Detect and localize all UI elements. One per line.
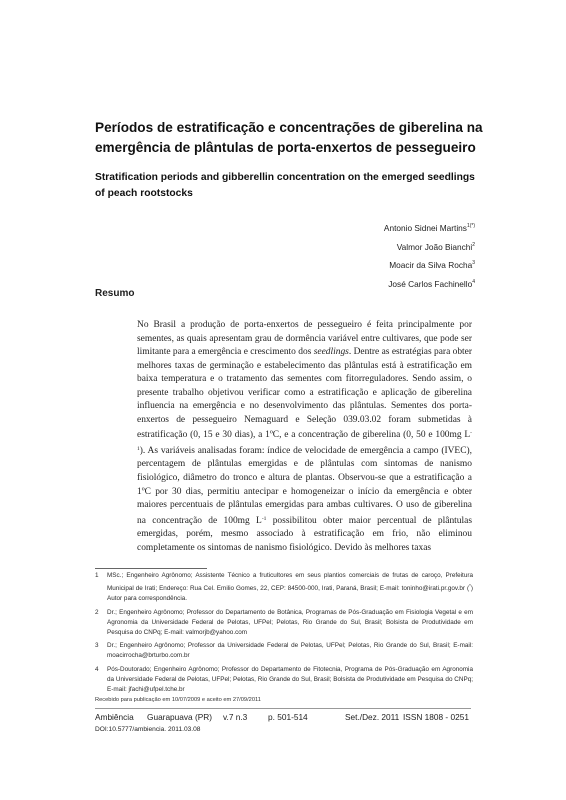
footer-divider: [95, 708, 471, 709]
italic-term: seedlings: [313, 347, 349, 358]
author-2: Valmor João Bianchi$^2$: [396, 241, 475, 252]
footnote-2: 2 Dr.; Engenheiro Agrônomo; Professor do Departamento de Botânica, Programas de Pós-Graduação em Fisiologia Vegetal e em Agronomia da Universidade Federal de Pelotas, UFPel; Pelotas, Rio Grande do Sul, Brasil; Bolsista de Produtividade em Pesquisa do CNPq; E-mail: valmorjb@yahoo.com: [95, 608, 473, 636]
article-subtitle-english: Stratification periods and gibberellin concentration on the emerged seedlings of peach rootstocks: [95, 172, 475, 199]
journal-volume: v.7 n.3: [223, 712, 248, 722]
author-2-affiliation: 2: [472, 241, 475, 248]
footnote-4: 4 Pós-Doutorado; Engenheiro Agrônomo; Professor do Departamento de Fitotecnia, Programa de Pós-Graduação em Agronomia da Universidade Federal de Pelotas, UFPel; Pelotas, Rio Grande do Sul, Brasil; Bolsista de Produtividade em Pesquisa do CNPq; E-mail: jfachi@ufpel.tche.br: [95, 666, 473, 694]
article-title: Períodos de estratificação e concentrações de giberelina na emergência de plântulas de porta-enxertos de pessegueiro: [95, 120, 483, 155]
author-3-affiliation: 3: [472, 260, 475, 266]
journal-pages: p. 501-514: [268, 712, 308, 722]
author-3: Moacir da Silva Rocha$^3$: [389, 260, 475, 270]
section-heading-resumo: Resumo: [95, 288, 135, 299]
author-4-affiliation: 4: [472, 278, 475, 285]
journal-date: Set./Dez. 2011: [345, 712, 400, 722]
author-list: [155, 218, 475, 292]
author-4: José Carlos Fachinello$^4$: [388, 278, 475, 289]
journal-name: Ambiência: [95, 712, 134, 722]
received-date-note: Recebido para publicação em 10/07/2009 e aceito em 27/09/2011: [95, 697, 261, 703]
footnote-1: 1 MSc.; Engenheiro Agrônomo; Assistente Técnico a fruticultores em seus plantios comerciais de frutas de caroço, Prefeitura Municipal de Irati; Endereço: Rua Cel. Emilio Gomes, 22, CEP: 84500-000, Irati, Paraná, Brasil; E-mail: toninho@irati.pr.gov.br (*) Autor para correspondência.: [95, 572, 473, 602]
footnote-3: 3 Dr.; Engenheiro Agrônomo; Professor da Universidade Federal de Pelotas, UFPel; Pelotas, Rio Grande do Sul, Brasil; E-mail: moacirrocha@brturbo.com.br: [95, 642, 473, 660]
doi-line: DOI:10.5777/ambiencia. 2011.03.08: [95, 726, 201, 733]
journal-issn: ISSN 1808 - 0251: [403, 712, 469, 722]
abstract-body: No Brasil a produção de porta-enxertos de pessegueiro é feita principalmente por sementes, as quais apresentam grau de dormência variável entre cultivares, que pode ser limitante para a emergência e crescimento dos seedlings. Dentre as estratégias para obter melhores taxas de germinação e estabelecimento das plântulas está à estratificação em baixa temperatura e o tratamento das sementes com fitorreguladores. Sendo assim, o presente trabalho objetivou verificar como a estratificação e aplicação de giberelina influencia na emergência e no desenvolvimento das plântulas. Sementes dos porta-enxertos de pessegueiro Nemaguard e Seleção 039.03.02 foram submetidas à estratificação (0, 15 e 30 dias), a 1ºC, e a concentração de giberelina (0, 50 e 100mg $L^{-1}$). As variáveis analisadas foram: índice de velocidade de emergência a campo (IVEC), percentagem de plântulas emergidas e de plântulas com sintomas de nanismo fisiológico, diâmetro do tronco e altura de plantas. Observou-se que a estratificação a 1ºC por 30 dias, permitiu antecipar e homogeneizar o início da emergência e obter maiores percentuais de plântulas emergidas para ambas cultivares. O uso de giberelina na concentração de 100mg $L^{-1}$ possibilitou obter maior percentual de plântulas emergidas, porém, mesmo associado à estratificação em frio, não eliminou completamente os sintomas de nanismo fisiológico. Devido às melhores taxas: [137, 320, 473, 553]
author-1-affiliation: 1(*): [466, 223, 475, 229]
journal-city: Guarapuava (PR): [147, 712, 213, 722]
footnotes: [95, 571, 473, 699]
author-1: Antonio Sidnei Martins$^{1(*)}$: [383, 223, 475, 233]
footnote-divider: [95, 568, 207, 569]
